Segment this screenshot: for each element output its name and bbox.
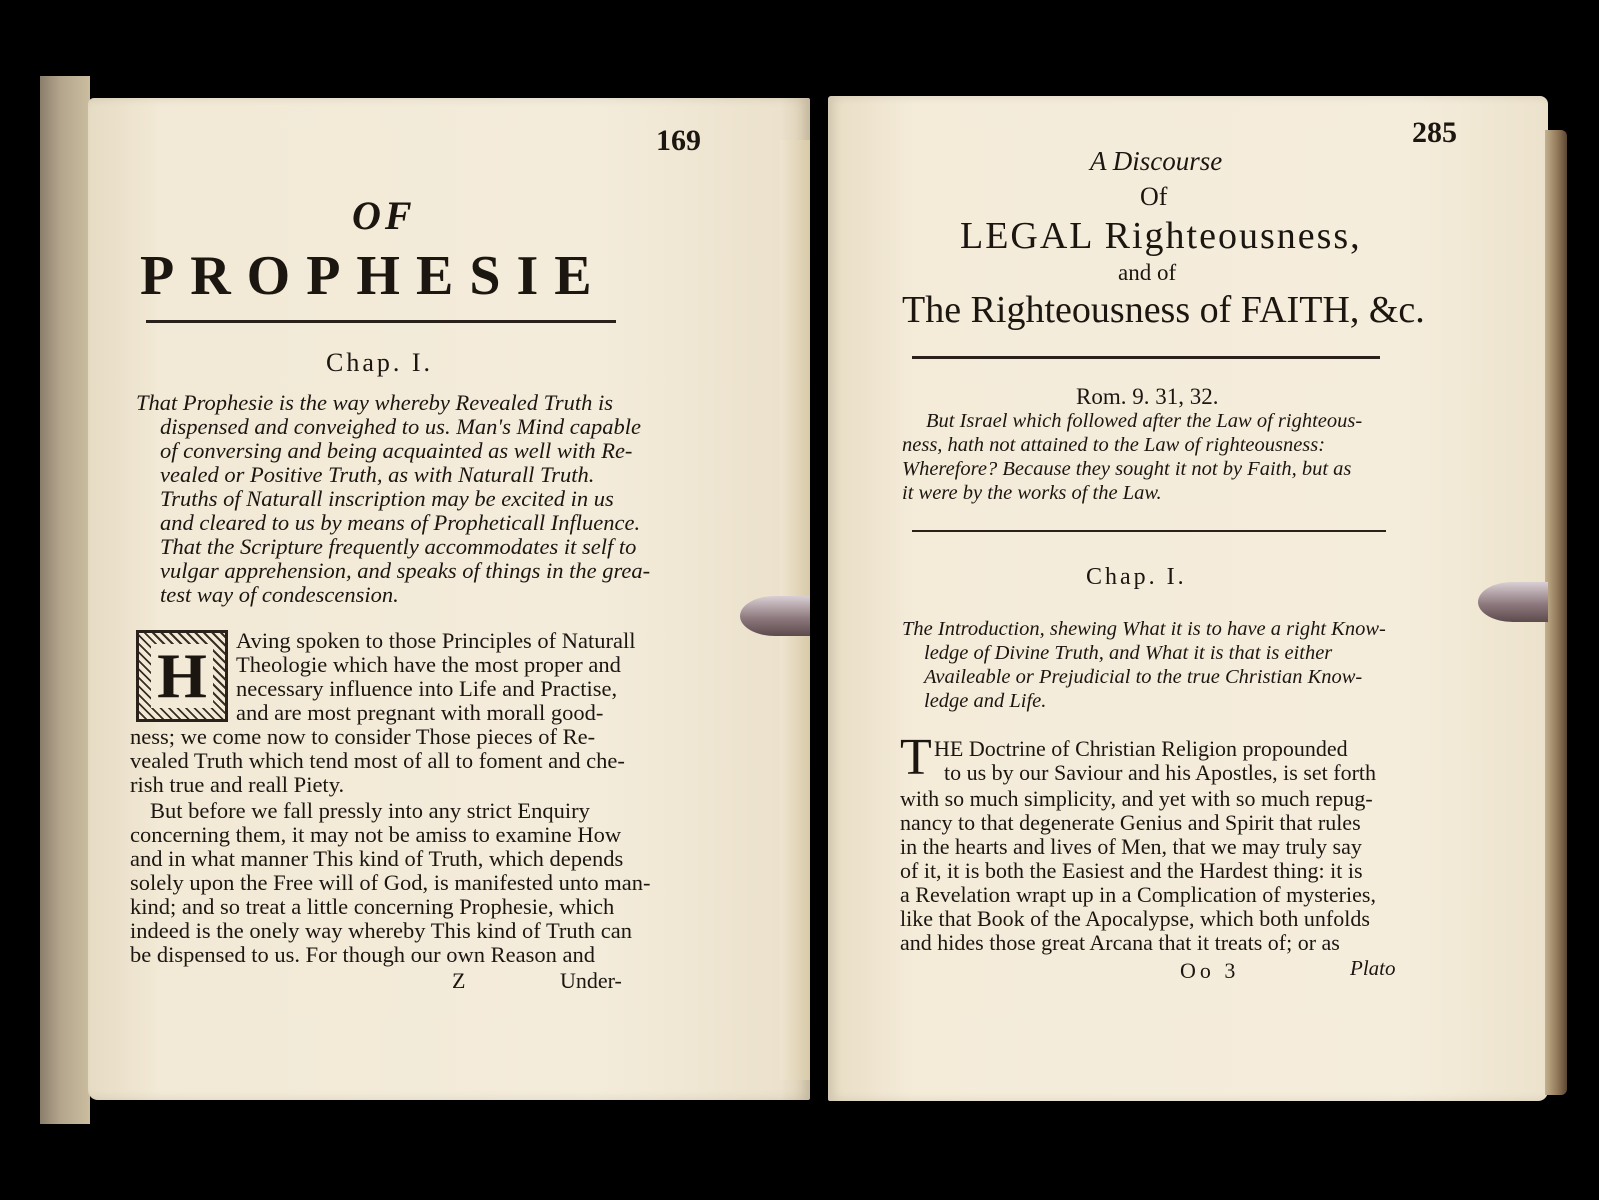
- summary-line: vulgar apprehension, and speaks of things in the grea-: [160, 558, 651, 583]
- right-title-line2: Of: [1140, 182, 1168, 211]
- body-line: kind; and so treat a little concerning Prophesie, which: [130, 894, 615, 919]
- right-title-line5: The Righteousness of FAITH, &c.: [902, 289, 1425, 331]
- right-chapter-heading: Chap. I.: [1086, 564, 1187, 590]
- body-line: nancy to that degenerate Genius and Spirit that rules: [900, 810, 1361, 835]
- summary-line: Truths of Naturall inscription may be excited in us: [160, 486, 614, 511]
- body-line: with so much simplicity, and yet with so much repug-: [900, 786, 1373, 811]
- body-line: rish true and reall Piety.: [130, 772, 345, 797]
- body-line: be dispensed to us. For though our own Reason and: [130, 942, 595, 967]
- summary-line: and cleared to us by means of Propheticall Influence.: [160, 510, 641, 535]
- summary-line: ledge and Life.: [924, 690, 1047, 712]
- scripture-reference: Rom. 9. 31, 32.: [1076, 384, 1219, 409]
- summary-line: That the Scripture frequently accommodates it self to: [160, 534, 637, 559]
- right-title-line3: LEGAL Righteousness,: [960, 215, 1362, 257]
- summary-line: dispensed and conveighed to us. Man's Mind capable: [160, 414, 641, 439]
- left-catchword: Under-: [560, 968, 622, 993]
- right-signature-mark: Oo 3: [1180, 958, 1240, 983]
- left-title-of: OF: [352, 193, 416, 238]
- body-line: and hides those great Arcana that it treats of; or as: [900, 930, 1340, 955]
- body-line: solely upon the Free will of God, is manifested unto man-: [130, 870, 651, 895]
- book-spine: [40, 76, 90, 1124]
- summary-line: The Introduction, shewing What it is to have a right Know-: [902, 618, 1386, 640]
- left-page-number: 169: [656, 124, 701, 157]
- scripture-line: Wherefore? Because they sought it not by Faith, but as: [902, 458, 1352, 480]
- body-line: and in what manner This kind of Truth, which depends: [130, 846, 624, 871]
- body-line: to us by our Saviour and his Apostles, is set forth: [944, 760, 1377, 785]
- ornamental-drop-cap-h: H: [136, 630, 228, 722]
- left-title-main: PROPHESIE: [140, 245, 608, 307]
- scripture-line: But Israel which followed after the Law of righteous-: [926, 410, 1363, 432]
- right-catchword: Plato: [1350, 956, 1396, 980]
- body-line: vealed Truth which tend most of all to foment and che-: [130, 748, 625, 773]
- right-page-number: 285: [1412, 116, 1457, 149]
- scripture-line: ness, hath not attained to the Law of righteousness:: [902, 434, 1326, 456]
- left-title-rule: [146, 320, 616, 323]
- summary-line: of conversing and being acquainted as well with Re-: [160, 438, 633, 463]
- summary-line: That Prophesie is the way whereby Revealed Truth is: [136, 390, 614, 415]
- body-line: necessary influence into Life and Practise,: [236, 676, 618, 701]
- body-line: But before we fall pressly into any strict Enquiry: [150, 798, 590, 823]
- body-line: indeed is the onely way whereby This kind of Truth can: [130, 918, 633, 943]
- right-clasp: [1478, 582, 1548, 622]
- right-title-line1: A Discourse: [1090, 146, 1223, 176]
- left-clasp: [740, 596, 810, 636]
- right-page-edge: [1545, 130, 1567, 1095]
- body-line: like that Book of the Apocalypse, which both unfolds: [900, 906, 1370, 931]
- scripture-line: it were by the works of the Law.: [902, 482, 1162, 504]
- body-line: Aving spoken to those Principles of Naturall: [236, 628, 636, 653]
- body-line: in the hearts and lives of Men, that we may truly say: [900, 834, 1362, 859]
- right-section-rule: [912, 530, 1386, 532]
- body-line: ness; we come now to consider Those pieces of Re-: [130, 724, 596, 749]
- body-line: concerning them, it may not be amiss to examine How: [130, 822, 622, 847]
- summary-line: vealed or Positive Truth, as with Naturall Truth.: [160, 462, 595, 487]
- left-signature-mark: Z: [452, 968, 466, 993]
- body-line: and are most pregnant with morall good-: [236, 700, 604, 725]
- body-line: a Revelation wrapt up in a Complication of mysteries,: [900, 882, 1376, 907]
- summary-line: ledge of Divine Truth, and What it is that is either: [924, 642, 1333, 664]
- right-title-rule: [912, 356, 1380, 359]
- summary-line: Availeable or Prejudicial to the true Christian Know-: [924, 666, 1363, 688]
- body-line: Theologie which have the most proper and: [236, 652, 621, 677]
- right-title-line4: and of: [1118, 260, 1177, 285]
- left-chapter-heading: Chap. I.: [326, 348, 434, 377]
- body-line: of it, it is both the Easiest and the Hardest thing: it is: [900, 858, 1363, 883]
- body-line: HE Doctrine of Christian Religion propounded: [934, 736, 1348, 761]
- summary-line: test way of condescension.: [160, 582, 399, 607]
- drop-cap-t: T: [900, 729, 932, 786]
